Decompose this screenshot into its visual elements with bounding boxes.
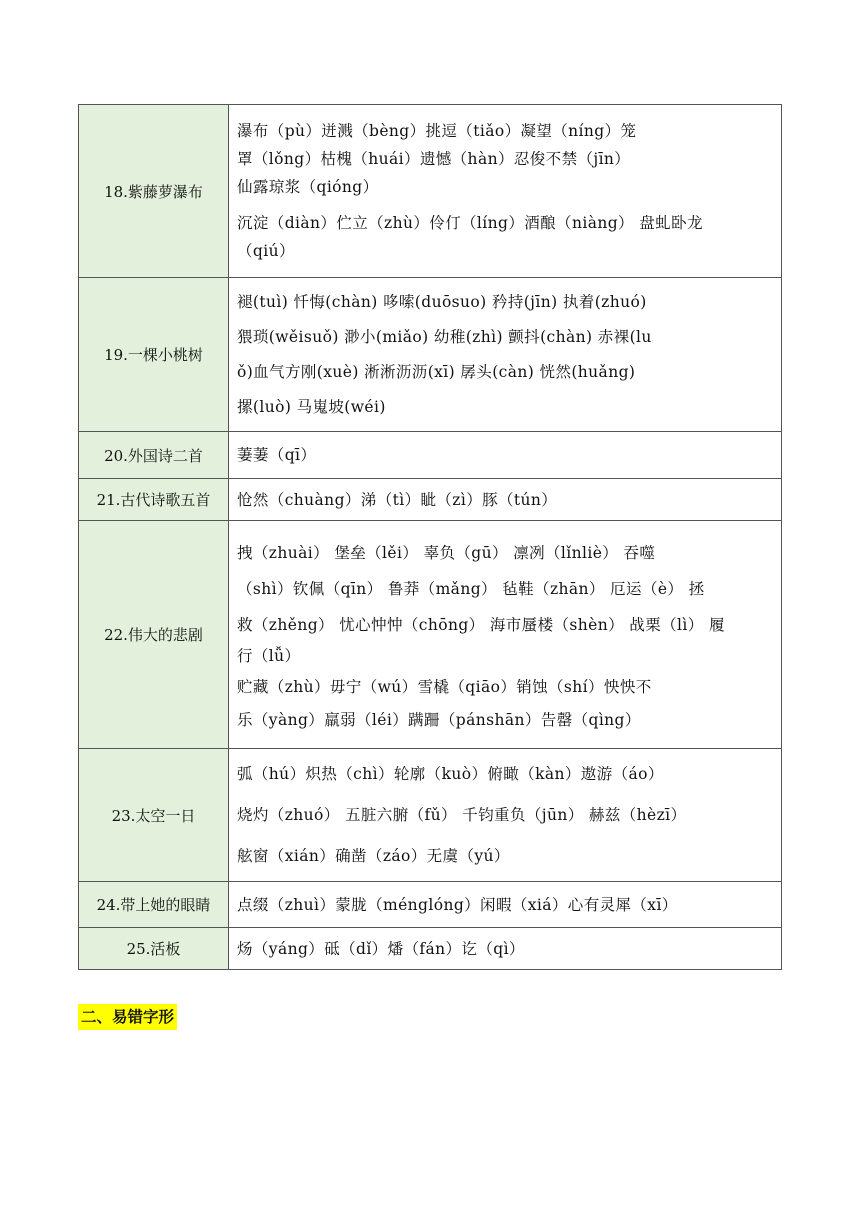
pronunciation-cell <box>229 521 782 749</box>
text-line: 弧（hú）炽热（chì）轮廓（kuò）俯瞰（kàn）遨游（áo） <box>237 765 664 783</box>
text-line: 瀑布（pù）迸溅（bèng）挑逗（tiǎo）凝望（níng）笼 <box>237 122 637 140</box>
text-line: 怆然（chuàng）涕（tì）眦（zì）豚（tún） <box>237 490 558 509</box>
text-line: 行（lǚ） <box>237 646 301 665</box>
text-line: 猥琐(wěisuǒ) 渺小(miǎo) 幼稚(zhì) 颤抖(chàn) 赤裸(lu <box>237 327 652 346</box>
lesson-title: 22.伟大的悲剧 <box>79 521 229 749</box>
text-line: 沉淀（diàn）伫立（zhù）伶仃（líng）酒酿（niàng） 盘虬卧龙 <box>237 214 703 232</box>
text-line: 烧灼（zhuó） 五脏六腑（fǔ） 千钧重负（jūn） 赫兹（hèzī） <box>237 806 687 824</box>
text-line: 舷窗（xián）确凿（záo）无虞（yú） <box>237 847 510 865</box>
table-row <box>79 105 782 278</box>
text-line: 拽（zhuài） 堡垒（lěi） 辜负（gū） 凛冽（lǐnliè） 吞噬 <box>237 543 656 562</box>
lesson-title: 19.一棵小桃树 <box>79 278 229 432</box>
text-line: ǒ)血气方刚(xuè) 淅淅沥沥(xī) 孱头(càn) 恍然(huǎng) <box>237 362 636 381</box>
text-line: 仙露琼浆（qióng） <box>237 178 379 196</box>
text-line: 救（zhěng） 忧心忡忡（chōng） 海市蜃楼（shèn） 战栗（lì） 履 <box>237 615 725 634</box>
table-row <box>79 479 782 521</box>
table-row <box>79 432 782 479</box>
text-line: 萋萋（qī） <box>237 446 317 464</box>
lesson-title: 23.太空一日 <box>79 749 229 882</box>
lesson-title: 21.古代诗歌五首 <box>79 479 229 521</box>
table-row <box>79 882 782 928</box>
text-line: 罩（lǒng）枯槐（huái）遗憾（hàn）忍俊不禁（jīn） <box>237 150 631 168</box>
table-row <box>79 749 782 882</box>
pronunciation-cell <box>229 928 782 970</box>
lesson-title: 20.外国诗二首 <box>79 432 229 479</box>
pronunciation-cell <box>229 432 782 479</box>
table-row <box>79 521 782 749</box>
pronunciation-cell <box>229 882 782 928</box>
pronunciation-cell <box>229 105 782 278</box>
text-line: 炀（yáng）砥（dǐ）燔（fán）讫（qì） <box>237 939 525 958</box>
pronunciation-cell <box>229 749 782 882</box>
text-line: 贮藏（zhù）毋宁（wú）雪橇（qiāo）销蚀（shí）怏怏不 <box>237 677 652 696</box>
table-row <box>79 928 782 970</box>
text-line: 褪(tuì) 忏悔(chàn) 哆嗦(duōsuo) 矜持(jīn) 执着(zhuó) <box>237 292 647 311</box>
lesson-title: 24.带上她的眼睛 <box>79 882 229 928</box>
pronunciation-cell <box>229 479 782 521</box>
lesson-title: 18.紫藤萝瀑布 <box>79 105 229 278</box>
table-row <box>79 278 782 432</box>
lesson-title: 25.活板 <box>79 928 229 970</box>
text-line: 摞(luò) 马嵬坡(wéi) <box>237 397 386 416</box>
text-line: （qiú） <box>237 242 295 260</box>
section-heading: 二、易错字形 <box>78 1004 177 1030</box>
text-line: 乐（yàng）羸弱（léi）蹒跚（pánshān）告罄（qìng） <box>237 710 641 729</box>
pronunciation-cell <box>229 278 782 432</box>
text-line: （shì）钦佩（qīn） 鲁莽（mǎng） 毡鞋（zhān） 厄运（è） 拯 <box>237 579 705 598</box>
text-line: 点缀（zhuì）蒙胧（ménglóng）闲暇（xiá）心有灵犀（xī） <box>237 895 678 914</box>
vocab-table <box>78 104 782 970</box>
